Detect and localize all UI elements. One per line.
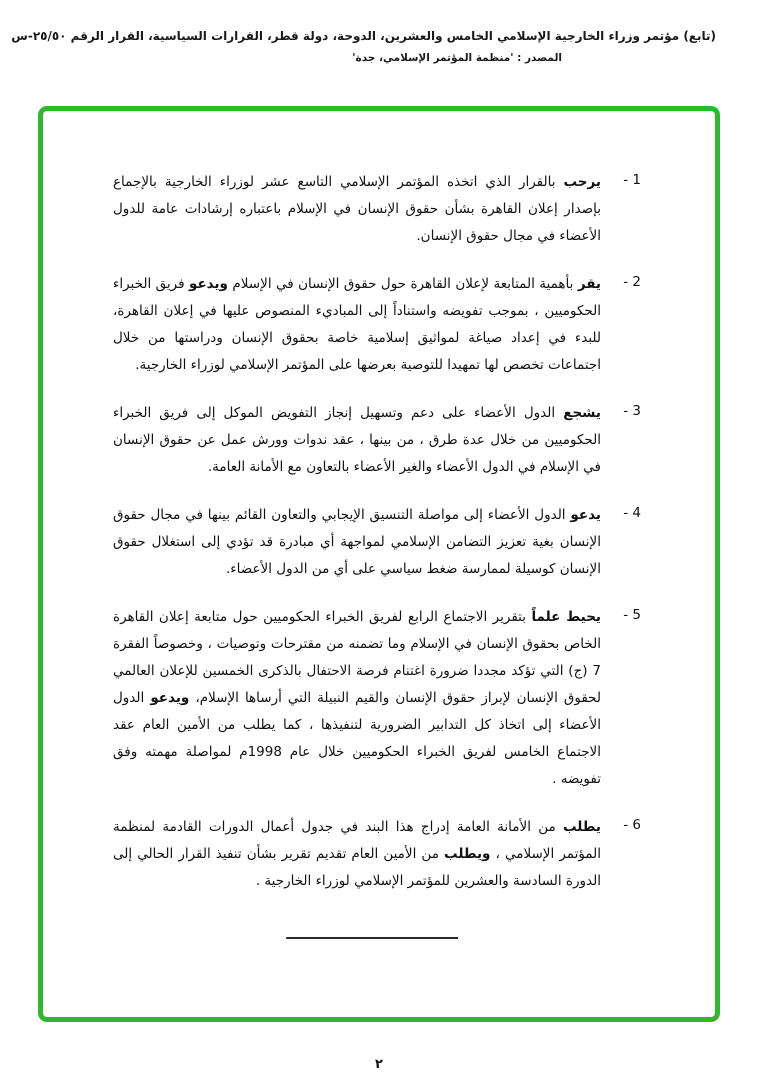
item-lead: يقر xyxy=(577,276,601,292)
item-lead: يشجع xyxy=(563,405,601,421)
item-text xyxy=(113,814,601,895)
document-source-line: المصدر : 'منظمة المؤتمر الإسلامي، جدة' xyxy=(352,51,562,64)
item-lead: يرحب xyxy=(563,174,601,190)
list-item xyxy=(113,400,641,481)
footer-rule xyxy=(286,937,458,939)
item-segment: بتقرير الاجتماع الرابع لفريق الخبراء الحكوميين حول متابعة إعلان القاهرة الخاص بحقوق الإنسان في الإسلام وما تضمنه من مقترحات وتوصيات ، وخصوصاً الفقرة 7 (ج) التي تؤكد مجددا ضرورة اغتنام فرصة الاحتفال بالذكرى الخمسين للإعلان العالمي لحقوق الإنسان لإبراز حقوق الإنسان والقيم النبيلة التي أرساها الإسلام، xyxy=(113,609,602,706)
item-number: 1 - xyxy=(623,172,641,188)
item-number: 6 - xyxy=(623,817,641,833)
item-number: 5 - xyxy=(623,607,641,623)
item-number: 4 - xyxy=(623,505,641,521)
content-frame xyxy=(38,106,720,1022)
item-segment: فريق الخبراء الحكوميين ، بموجب تفويضه واستناداً إلى المباديء المنصوص عليها في إعلان القاهرة، للبدء في إعداد صياغة لمواثيق إسلامية خاصة بحقوق الإنسان ودراستها من خلال اجتماعات تخصص لها تمهيدا للتوصية بعرضها على المؤتمر الإسلامي لوزراء الخارجية. xyxy=(113,276,601,373)
list-item xyxy=(113,271,641,379)
item-segment: الدول الأعضاء إلى اتخاذ كل التدابير الضرورية لتنفيذها ، كما يطلب من الأمين العام عقد الاجتماع الخامس لفريق الخبراء الحكوميين خلال عام 1998م لمواصلة مهمته وفق تفويضه . xyxy=(113,690,601,787)
item-segment: من الأمين العام تقديم تقرير بشأن تنفيذ القرار الحالي إلى الدورة السادسة والعشرين للمؤتمر الإسلامي لوزراء الخارجية . xyxy=(113,846,601,889)
item-text xyxy=(113,502,601,583)
list-item xyxy=(113,814,641,895)
item-segment: بأهمية المتابعة لإعلان القاهرة حول حقوق الإنسان في الإسلام xyxy=(232,276,574,292)
list-item xyxy=(113,604,641,793)
item-segment: بالقرار الذي اتخذه المؤتمر الإسلامي التاسع عشر لوزراء الخارجية بالإجماع بإصدار إعلان القاهرة بشأن حقوق الإنسان في الإسلام باعتباره إرشادات عامة للدول الأعضاء في مجال حقوق الإنسان. xyxy=(113,174,601,244)
item-lead: يطلب xyxy=(562,819,601,835)
item-segment: الدول الأعضاء إلى مواصلة التنسيق الإيجابي والتعاون القائم بينها في مجال حقوق الإنسان بغية تعزيز التضامن الإسلامي لمواجهة أي مبادرة قد تؤدي إلى استغلال حقوق الإنسان كوسيلة لممارسة ضغط سياسي على أي من الدول الأعضاء. xyxy=(113,507,601,577)
list-item xyxy=(113,169,641,250)
page-number: ٢ xyxy=(375,1057,383,1072)
item-lead-2: ويدعو xyxy=(189,276,228,292)
item-text xyxy=(113,400,601,481)
item-segment: الدول الأعضاء على دعم وتسهيل إنجاز التفويض الموكل إلى فريق الخبراء الحكوميين من خلال عدة طرق ، من بينها ، عقد ندوات وورش عمل عن حقوق الإنسان في الإسلام في الدول الأعضاء والغير الأعضاء بالتعاون مع الأمانة العامة. xyxy=(113,405,601,475)
item-number: 3 - xyxy=(623,403,641,419)
item-lead-2: ويطلب xyxy=(444,846,491,862)
item-lead: يحيط علماً xyxy=(531,609,601,625)
resolution-list xyxy=(113,169,641,895)
item-lead: يدعو xyxy=(570,507,601,523)
item-number: 2 - xyxy=(623,274,641,290)
item-lead-2: ويدعو xyxy=(150,690,190,706)
list-item xyxy=(113,502,641,583)
item-segment: من الأمانة العامة إدراج هذا البند في جدول أعمال الدورات القادمة لمنظمة المؤتمر الإسلامي ، xyxy=(113,819,601,862)
item-text xyxy=(113,604,601,793)
item-text xyxy=(113,169,601,250)
item-text xyxy=(113,271,601,379)
document-header-line: (تابع) مؤتمر وزراء الخارجية الإسلامي الخامس والعشرين، الدوحة، دولة قطر، القرارات السياسية، القرار الرقم ٢٥/٥٠-س xyxy=(11,29,716,43)
